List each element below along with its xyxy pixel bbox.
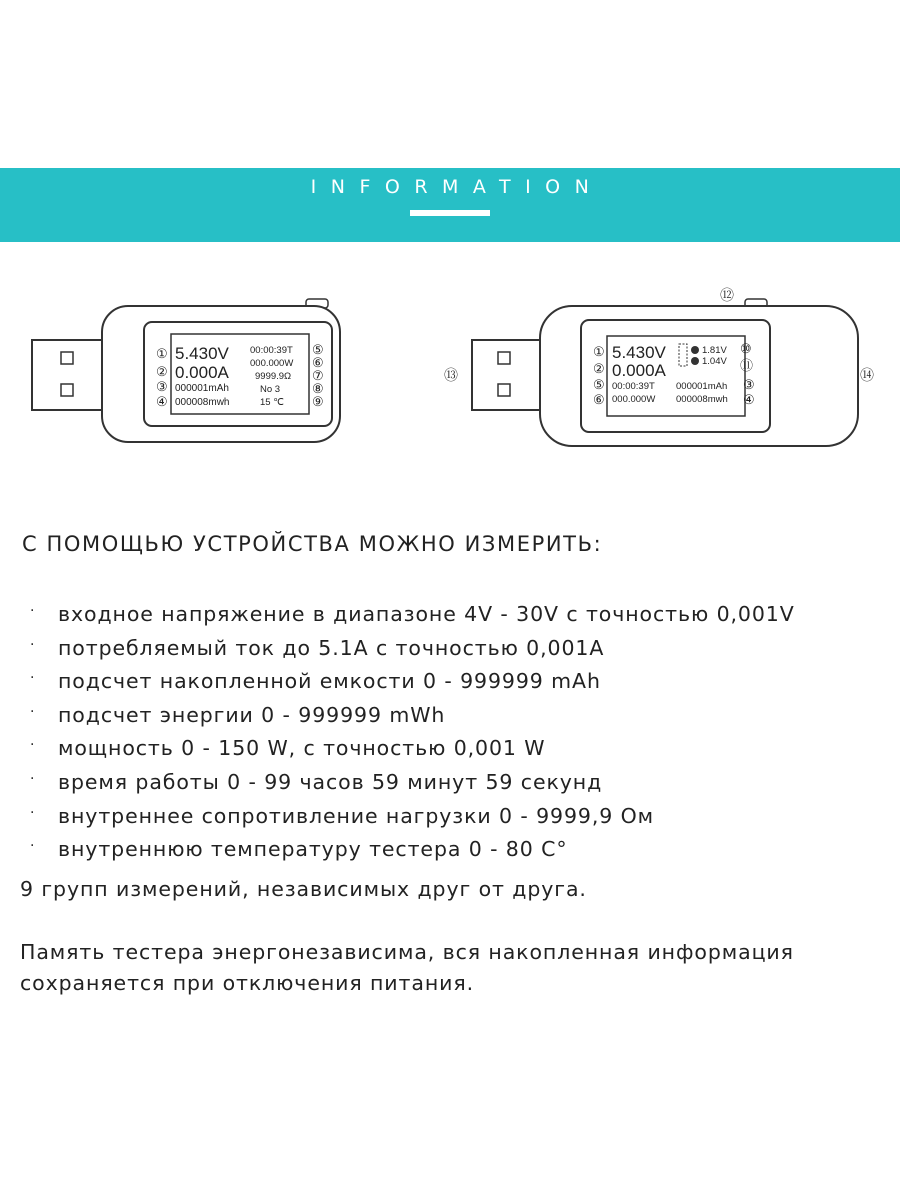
list-item (30, 596, 795, 630)
bullet: · (30, 703, 36, 720)
lcd-d-minus-voltage: 1.04V (702, 356, 727, 367)
marker-2: ② (156, 364, 168, 379)
list-item (30, 798, 795, 832)
lcd-current: 0.000A (612, 361, 666, 380)
marker-1: ① (156, 346, 168, 361)
lcd-energy: 000008mwh (676, 394, 728, 405)
feature-text: внутреннее сопротивление нагрузки 0 - 9999,9 Ом (58, 803, 655, 828)
lcd-voltage: 5.430V (175, 344, 229, 363)
feature-text: подсчет накопленной емкости 0 - 999999 mAh (58, 669, 601, 694)
list-item (30, 764, 795, 798)
marker-9: ⑨ (312, 394, 324, 409)
usb-tester-right-illustration (440, 282, 890, 457)
lcd-temperature: 15 ℃ (260, 397, 284, 408)
lcd-energy: 000008mwh (175, 397, 230, 408)
list-item (30, 630, 795, 664)
marker-6: ⑥ (312, 355, 324, 370)
banner-underline (410, 210, 490, 216)
list-item (30, 663, 795, 697)
feature-text: время работы 0 - 99 часов 59 минут 59 секунд (58, 769, 603, 794)
marker-2: ② (593, 361, 605, 376)
marker-5: ⑤ (312, 342, 324, 357)
lcd-d-plus-voltage: 1.81V (702, 345, 727, 356)
marker-5: ⑤ (593, 377, 605, 392)
bullet: · (30, 603, 36, 619)
device-body-right (540, 306, 858, 446)
memory-note-line: Память тестера энергонезависима, вся накопленная информация (20, 940, 794, 964)
usb-tester-left-illustration (20, 290, 350, 450)
usb-contact-hole (61, 352, 73, 364)
marker-14: ⑭ (860, 367, 874, 383)
list-item (30, 831, 795, 865)
feature-text: мощность 0 - 150 W, с точностью 0,001 W (58, 736, 546, 761)
usb-contact-hole (498, 384, 510, 396)
lcd-voltage: 5.430V (612, 343, 666, 362)
lcd-power: 000.000W (250, 358, 294, 369)
marker-11: ⑪ (740, 358, 754, 373)
feature-text: входное напряжение в диапазоне 4V - 30V с точностью 0,001V (58, 602, 795, 626)
features-heading: С ПОМОЩЬЮ УСТРОЙСТВА МОЖНО ИЗМЕРИТЬ: (22, 532, 603, 556)
marker-1: ① (593, 344, 605, 359)
bullet: · (30, 636, 36, 653)
lcd-time: 00:00:39T (250, 345, 293, 356)
lcd-group-number: No 3 (260, 384, 281, 395)
bullet: · (30, 838, 36, 855)
marker-3: ③ (743, 377, 755, 392)
memory-note (20, 937, 880, 999)
bullet: · (30, 670, 36, 687)
bullet: · (30, 737, 36, 754)
marker-4: ④ (743, 392, 755, 407)
groups-note: 9 групп измерений, независимых друг от друга. (20, 877, 587, 901)
marker-12: ⑫ (720, 287, 734, 303)
feature-list (30, 596, 795, 865)
lcd-time: 00:00:39T (612, 381, 655, 392)
feature-text: подсчет энергии 0 - 999999 mWh (58, 702, 446, 727)
marker-4: ④ (156, 394, 168, 409)
marker-13: ⑬ (444, 367, 458, 383)
marker-3: ③ (156, 379, 168, 394)
lcd-capacity: 000001mAh (175, 383, 229, 394)
lcd-resistance: 9999.9Ω (255, 371, 292, 382)
usb-contact-hole (498, 352, 510, 364)
banner-title: INFORMATION (310, 176, 604, 198)
list-item (30, 730, 795, 764)
bullet: · (30, 804, 36, 821)
list-item (30, 697, 795, 731)
lcd-current: 0.000A (175, 363, 229, 382)
lcd-capacity: 000001mAh (676, 381, 728, 392)
feature-text: потребляемый ток до 5.1А с точностью 0,001А (58, 635, 605, 660)
marker-7: ⑦ (312, 368, 324, 383)
marker-10: ⑩ (740, 341, 752, 356)
lcd-power: 000.000W (612, 394, 656, 405)
feature-text: внутреннюю температуру тестера 0 - 80 С° (58, 837, 568, 862)
marker-6: ⑥ (593, 392, 605, 407)
usb-contact-hole (61, 384, 73, 396)
bullet: · (30, 770, 36, 787)
marker-8: ⑧ (312, 381, 324, 396)
memory-note-line: сохраняется при отключения питания. (20, 971, 475, 995)
